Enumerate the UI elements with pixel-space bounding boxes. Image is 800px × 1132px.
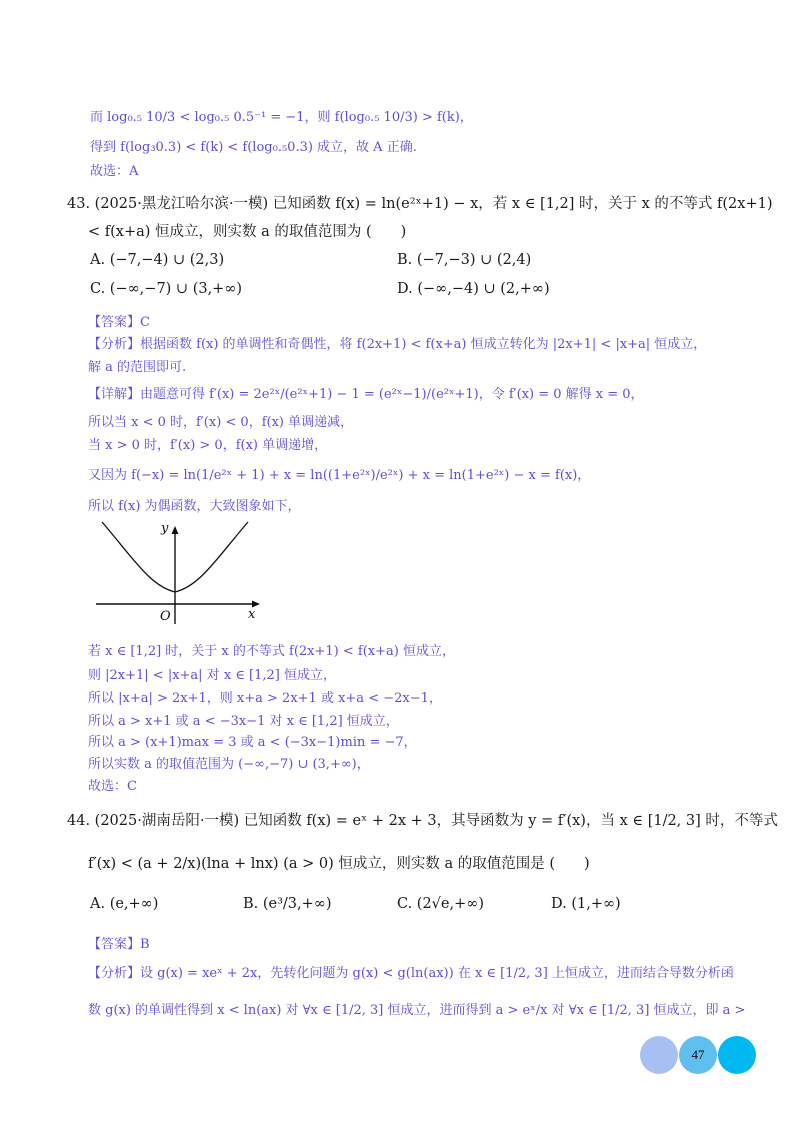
- q44-analysis-line-2: 数 g(x) 的单调性得到 x < ln(ax) 对 ∀x ∈ [1/2, 3] 恒成立，进而得到 a > eˣ/x 对 ∀x ∈ [1/2, 3] 恒成立，即 a >: [88, 1003, 746, 1018]
- q43-analysis-line-1: 【分析】根据函数 f(x) 的单调性和奇偶性，将 f(2x+1) < f(x+a) 恒成立转化为 |2x+1| < |x+a| 恒成立，: [88, 337, 707, 352]
- q43-detail-line-4: 又因为 f(−x) = ln(1/e²ˣ + 1) + x = ln((1+e²ˣ)/e²ˣ) + x = ln(1+e²ˣ) − x = f(x)，: [88, 468, 591, 483]
- q44-option-b: B. (e³/3,+∞): [243, 896, 332, 912]
- q44-stem-line-2: f′(x) < (a + 2/x)(lna + lnx) (a > 0) 恒成立，则实数 a 的取值范围是 ( ): [88, 856, 590, 872]
- q43-option-d: D. (−∞,−4) ∪ (2,+∞): [397, 281, 550, 297]
- q44-answer: 【答案】B: [88, 937, 150, 952]
- q43-detail-line-5: 所以 f(x) 为偶函数，大致图象如下，: [88, 499, 301, 514]
- q43-detail-line-2: 所以当 x < 0 时，f′(x) < 0，f(x) 单调递减，: [88, 415, 354, 430]
- prev-solution-line-1: 而 log₀.₅ 10/3 < log₀.₅ 0.5⁻¹ = −1，则 f(log₀.₅ 10/3) > f(k)，: [90, 110, 473, 125]
- page-circle-left: [640, 1036, 678, 1074]
- origin-label: O: [160, 609, 171, 624]
- q44-stem-line-1: 44. (2025·湖南岳阳·一模) 已知函数 f(x) = eˣ + 2x + 3，其导函数为 y = f′(x)，当 x ∈ [1/2, 3] 时，不等式: [67, 813, 778, 829]
- q44-option-d: D. (1,+∞): [551, 896, 621, 912]
- q44-option-c: C. (2√e,+∞): [397, 896, 484, 912]
- q43-after-line-2: 则 |2x+1| < |x+a| 对 x ∈ [1,2] 恒成立，: [88, 668, 336, 683]
- q43-answer: 【答案】C: [88, 315, 150, 330]
- q43-detail-line-1: 【详解】由题意可得 f′(x) = 2e²ˣ/(e²ˣ+1) − 1 = (e²ˣ−1)/(e²ˣ+1)，令 f′(x) = 0 解得 x = 0，: [88, 387, 644, 402]
- prev-solution-line-3: 故选：A: [90, 164, 139, 179]
- x-axis-label: x: [248, 607, 256, 622]
- q43-after-line-4: 所以 a > x+1 或 a < −3x−1 对 x ∈ [1,2] 恒成立，: [88, 714, 399, 729]
- q43-after-line-1: 若 x ∈ [1,2] 时，关于 x 的不等式 f(2x+1) < f(x+a) 恒成立，: [88, 644, 455, 659]
- q43-after-line-3: 所以 |x+a| > 2x+1，则 x+a > 2x+1 或 x+a < −2x−1，: [88, 691, 442, 706]
- q43-after-line-7: 故选：C: [88, 779, 137, 794]
- page-circle-right: [718, 1036, 756, 1074]
- y-axis-label: y: [161, 521, 169, 536]
- q43-after-line-6: 所以实数 a 的取值范围为 (−∞,−7) ∪ (3,+∞)，: [88, 757, 370, 772]
- q43-option-b: B. (−7,−3) ∪ (2,4): [397, 252, 532, 268]
- even-function-graph: [88, 518, 268, 628]
- q43-stem-line-1: 43. (2025·黑龙江哈尔滨·一模) 已知函数 f(x) = ln(e²ˣ+1) − x，若 x ∈ [1,2] 时，关于 x 的不等式 f(2x+1): [67, 196, 773, 212]
- q43-option-c: C. (−∞,−7) ∪ (3,+∞): [90, 281, 243, 297]
- y-axis-arrow: [172, 526, 179, 534]
- q43-option-a: A. (−7,−4) ∪ (2,3): [90, 252, 225, 268]
- prev-solution-line-2: 得到 f(log₃0.3) < f(k) < f(log₀.₅0.3) 成立，故 A 正确.: [90, 140, 417, 155]
- q43-detail-line-3: 当 x > 0 时，f′(x) > 0，f(x) 单调递增，: [88, 438, 328, 453]
- q44-analysis-line-1: 【分析】设 g(x) = xeˣ + 2x，先转化问题为 g(x) < g(ln(ax)) 在 x ∈ [1/2, 3] 上恒成立，进而结合导数分析函: [88, 966, 734, 981]
- q44-option-a: A. (e,+∞): [90, 896, 159, 912]
- q43-stem-line-2: < f(x+a) 恒成立，则实数 a 的取值范围为 ( ): [88, 224, 407, 240]
- q43-after-line-5: 所以 a > (x+1)max = 3 或 a < (−3x−1)min = −7，: [88, 735, 417, 750]
- q43-analysis-line-2: 解 a 的范围即可.: [88, 360, 187, 375]
- page-number: 47: [679, 1036, 717, 1074]
